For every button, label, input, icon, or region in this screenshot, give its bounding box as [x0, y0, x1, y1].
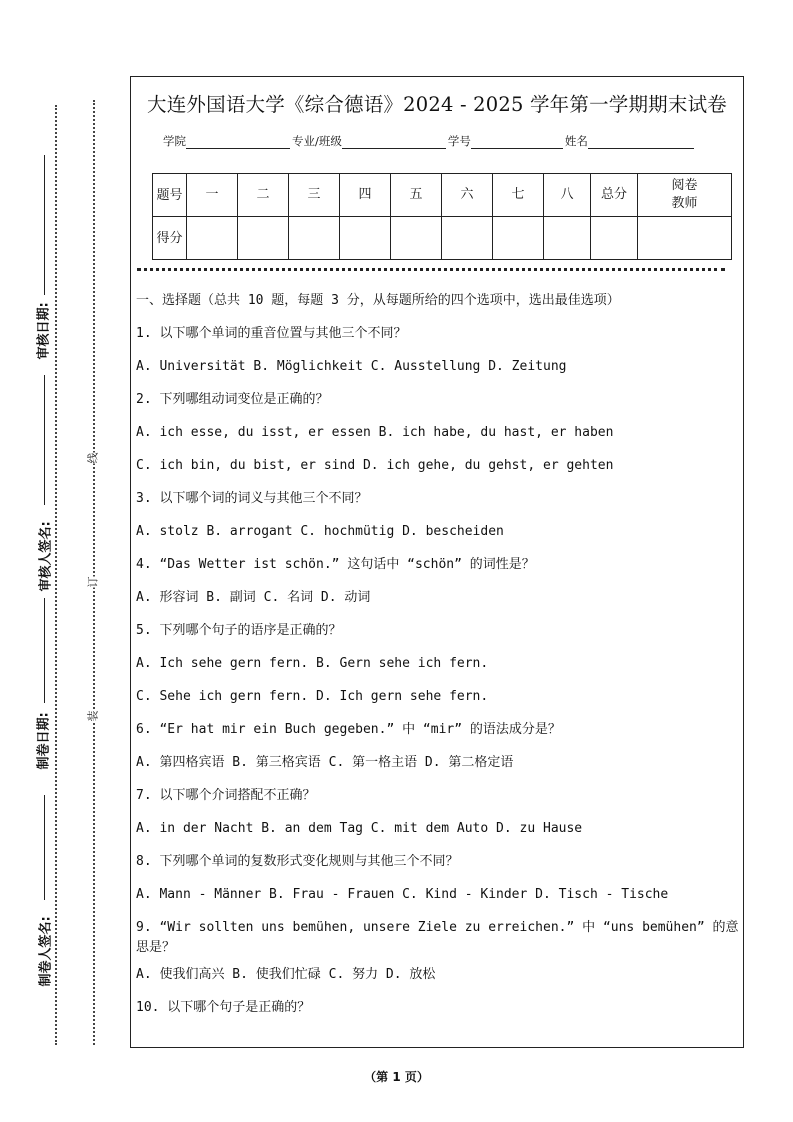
score-col-4: 四 — [340, 174, 391, 217]
question-6-options: A. 第四格宾语 B. 第三格宾语 C. 第一格主语 D. 第二格定语 — [136, 755, 514, 770]
name-label: 姓名 — [564, 134, 588, 148]
section-1-content — [136, 291, 742, 1031]
question-2-options-ab: A. ich esse, du isst, er essen B. ich habe, du hast, er haben — [136, 425, 614, 440]
binding-dotted-line-left — [55, 105, 57, 1045]
score-cell-grader[interactable] — [638, 217, 732, 260]
binding-dotted-line-right — [93, 100, 95, 1045]
name-field[interactable] — [588, 136, 694, 149]
score-cell-total[interactable] — [591, 217, 638, 260]
question-5-options-ab: A. Ich sehe gern fern. B. Gern sehe ich fern. — [136, 656, 489, 671]
question-3-options: A. stolz B. arrogant C. hochmütig D. bescheiden — [136, 524, 504, 539]
score-row-label-question: 题号 — [153, 174, 187, 217]
section-separator — [137, 268, 725, 271]
binding-char-bind: 订 — [86, 576, 100, 588]
major-field[interactable] — [342, 136, 446, 149]
question-8-options: A. Mann - Männer B. Frau - Frauen C. Kind - Kinder D. Tisch - Tische — [136, 887, 669, 902]
score-col-8: 八 — [544, 174, 591, 217]
reviewer-date-blank — [44, 155, 45, 295]
maker-sign-label: 制卷人签名: — [38, 916, 54, 987]
question-9-options: A. 使我们高兴 B. 使我们忙碌 C. 努力 D. 放松 — [136, 967, 436, 982]
section-1-heading: 一、选择题（总共 10 题，每题 3 分，从每题所给的四个选项中，选出最佳选项） — [136, 293, 620, 308]
student-info-row — [163, 133, 696, 149]
binding-char-line: 线 — [86, 452, 100, 464]
score-cell-4[interactable] — [340, 217, 391, 260]
score-cell-8[interactable] — [544, 217, 591, 260]
question-4-options: A. 形容词 B. 副词 C. 名词 D. 动词 — [136, 590, 371, 605]
score-col-6: 六 — [442, 174, 493, 217]
reviewer-sign-label: 审核人签名: — [38, 521, 54, 592]
score-cell-2[interactable] — [238, 217, 289, 260]
score-cell-5[interactable] — [391, 217, 442, 260]
score-table-header-row — [153, 174, 732, 217]
maker-date-label: 制卷日期: — [36, 712, 52, 770]
question-1-options: A. Universität B. Möglichkeit C. Ausstellung D. Zeitung — [136, 359, 567, 374]
exam-frame — [130, 76, 744, 1048]
question-3: 3. 以下哪个词的词义与其他三个不同？ — [136, 491, 368, 506]
score-col-2: 二 — [238, 174, 289, 217]
score-cell-3[interactable] — [289, 217, 340, 260]
score-col-7: 七 — [493, 174, 544, 217]
score-col-grader: 阅卷教师 — [638, 174, 732, 217]
question-7-options: A. in der Nacht B. an dem Tag C. mit dem Auto D. zu Hause — [136, 821, 583, 836]
score-col-total: 总分 — [591, 174, 638, 217]
college-label: 学院 — [163, 134, 186, 148]
binding-char-seal: 装 — [86, 710, 100, 722]
score-col-3: 三 — [289, 174, 340, 217]
score-table — [152, 173, 732, 260]
major-label: 专业/班级 — [292, 134, 342, 148]
reviewer-date-label: 审核日期: — [36, 302, 52, 360]
maker-sign-blank — [44, 795, 45, 900]
score-table-score-row — [153, 217, 732, 260]
student-id-label: 学号 — [447, 134, 471, 148]
question-5-options-cd: C. Sehe ich gern fern. D. Ich gern sehe fern. — [136, 689, 489, 704]
maker-date-blank — [44, 598, 45, 703]
score-cell-6[interactable] — [442, 217, 493, 260]
reviewer-sign-blank — [44, 375, 45, 505]
question-7: 7. 以下哪个介词搭配不正确？ — [136, 788, 316, 803]
question-5: 5. 下列哪个句子的语序是正确的？ — [136, 623, 342, 638]
exam-title: 大连外国语大学《综合德语》2024 - 2025 学年第一学期期末试卷 — [147, 93, 727, 116]
question-2-options-cd: C. ich bin, du bist, er sind D. ich gehe, du gehst, er gehten — [136, 458, 614, 473]
score-row-label-score: 得分 — [153, 217, 187, 260]
college-field[interactable] — [186, 136, 290, 149]
score-cell-1[interactable] — [187, 217, 238, 260]
question-6: 6. “Er hat mir ein Buch gegeben.” 中 “mir” 的语法成分是？ — [136, 722, 561, 737]
student-id-field[interactable] — [471, 136, 563, 149]
question-10: 10. 以下哪个句子是正确的？ — [136, 1000, 311, 1015]
question-4: 4. “Das Wetter ist schön.” 这句话中 “schön” 的词性是？ — [136, 557, 535, 572]
score-col-5: 五 — [391, 174, 442, 217]
score-cell-7[interactable] — [493, 217, 544, 260]
question-1: 1. 以下哪个单词的重音位置与其他三个不同？ — [136, 326, 407, 341]
score-col-1: 一 — [187, 174, 238, 217]
question-2: 2. 下列哪组动词变位是正确的？ — [136, 392, 329, 407]
question-9: 9. “Wir sollten uns bemühen, unsere Ziele zu erreichen.” 中 “uns bemühen” 的意思是？ — [136, 920, 739, 955]
question-8: 8. 下列哪个单词的复数形式变化规则与其他三个不同？ — [136, 854, 459, 869]
page-number: （第 1 页） — [364, 1070, 429, 1084]
